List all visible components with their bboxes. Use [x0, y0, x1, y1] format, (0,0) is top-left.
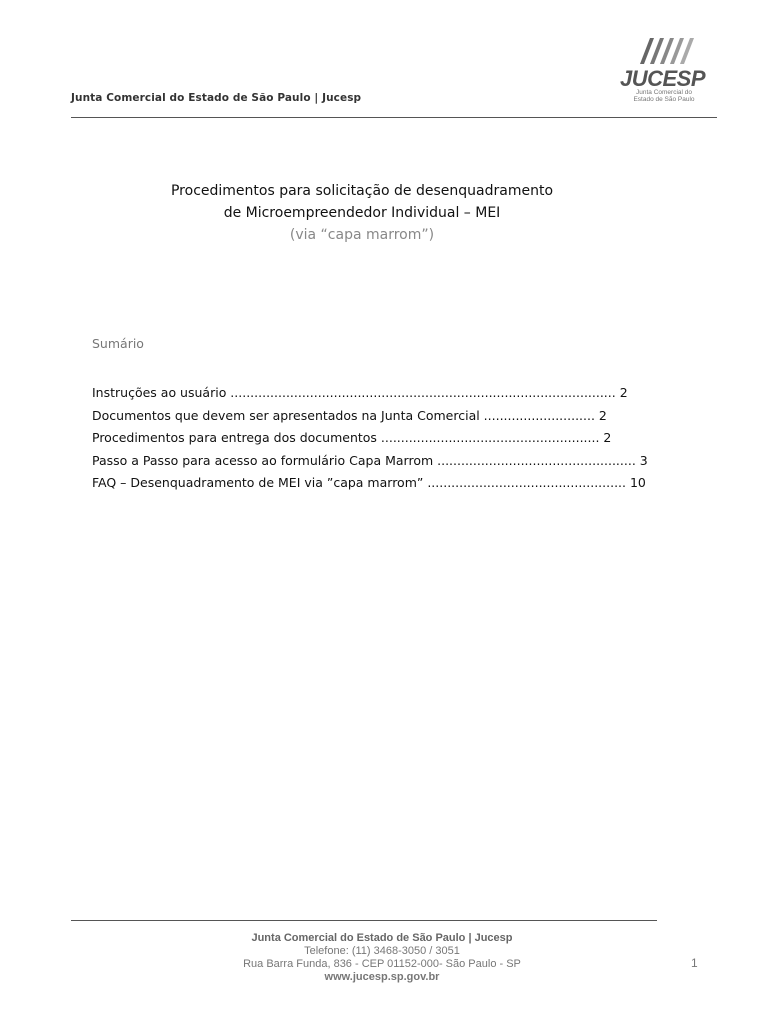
summary-heading: Sumário: [92, 336, 144, 351]
header-divider: [71, 117, 717, 118]
toc-entry-text: Instruções ao usuário ................................................................................................. 2: [92, 385, 628, 400]
page-number: 1: [691, 956, 698, 970]
logo-subtitle-line2: Estado de São Paulo: [633, 96, 695, 103]
footer-phone: Telefone: (11) 3468-3050 / 3051: [304, 945, 460, 957]
footer-divider: [71, 920, 657, 921]
logo-wordmark: JUCESP: [620, 66, 706, 91]
title-line-2: de Microempreendedor Individual – MEI: [223, 205, 501, 221]
table-of-contents: [92, 384, 692, 497]
toc-entry-instrucoes[interactable]: [92, 384, 692, 407]
footer-website[interactable]: www.jucesp.sp.gov.br: [324, 971, 440, 983]
document-title: [0, 180, 724, 246]
footer-address: Rua Barra Funda, 836 - CEP 01152-000- São Paulo - SP: [243, 958, 521, 970]
toc-entry-text: Passo a Passo para acesso ao formulário Capa Marrom .................................................. 3: [92, 452, 648, 468]
footer-org: Junta Comercial do Estado de São Paulo | Jucesp: [251, 932, 513, 944]
header-title: Junta Comercial do Estado de São Paulo | Jucesp: [71, 92, 362, 104]
toc-entry-passo-a-passo[interactable]: [92, 452, 692, 475]
logo-subtitle: [630, 89, 698, 103]
toc-entry-procedimentos[interactable]: [92, 429, 692, 452]
title-line-1: Procedimentos para solicitação de desenquadramento: [170, 183, 554, 199]
toc-entry-text: Procedimentos para entrega dos documentos ....................................................... 2: [92, 430, 612, 445]
toc-entry-text: FAQ – Desenquadramento de MEI via ”capa marrom” .................................................. 10: [92, 475, 646, 490]
toc-entry-text: Documentos que devem ser apresentados na Junta Comercial ............................ 2: [92, 407, 607, 423]
page-footer: [0, 932, 764, 984]
logo-subtitle-line1: Junta Comercial do: [636, 89, 692, 96]
jucesp-logo: [616, 36, 706, 106]
toc-entry-faq[interactable]: [92, 474, 692, 497]
toc-entry-documentos[interactable]: [92, 407, 692, 430]
jucesp-stripes-logo-icon: [636, 36, 698, 66]
document-subtitle: (via “capa marrom”): [289, 227, 435, 243]
